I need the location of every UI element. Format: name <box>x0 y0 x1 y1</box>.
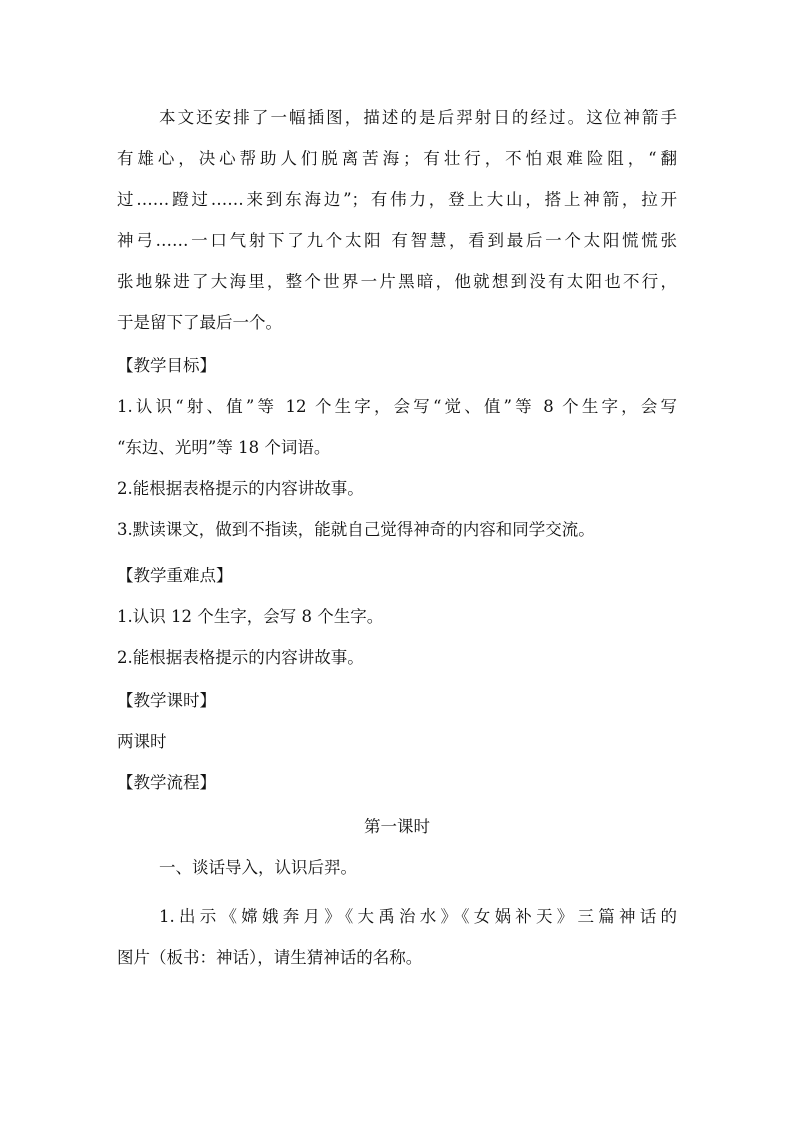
key-points-section <box>117 555 677 678</box>
objective-line: “东边、光明”等 18 个词语。 <box>117 438 331 457</box>
process-step-title: 一、谈话导入，认识后羿。 <box>159 858 357 877</box>
objectives-section <box>117 345 677 550</box>
intro-line: 有雄心，决心帮助人们脱离苦海；有壮行，不怕艰难险阻，“翻 <box>117 149 677 168</box>
intro-line: 过……蹬过……来到东海边”；有伟力，登上大山，搭上神箭，拉开 <box>117 190 677 209</box>
process-section <box>117 762 677 978</box>
process-heading: 【教学流程】 <box>117 773 216 792</box>
key-point-line: 1.认识 12 个生字，会写 8 个生字。 <box>117 607 384 626</box>
periods-heading: 【教学课时】 <box>117 691 216 710</box>
objectives-heading: 【教学目标】 <box>117 356 216 375</box>
periods-section <box>117 680 677 762</box>
process-line: 图片（板书：神话），请生猜神话的名称。 <box>117 948 423 967</box>
intro-line: 张地躲进了大海里，整个世界一片黑暗，他就想到没有太阳也不行， <box>117 272 677 291</box>
periods-value: 两课时 <box>117 732 167 751</box>
intro-paragraph <box>117 97 677 343</box>
intro-line: 本文还安排了一幅插图，描述的是后羿射日的经过。这位神箭手 <box>159 108 677 127</box>
objective-line: 2.能根据表格提示的内容讲故事。 <box>117 479 364 498</box>
objective-line: 1.认识“射、值”等 12 个生字，会写“觉、值”等 8 个生字，会写 <box>117 397 677 416</box>
intro-line: 神弓……一口气射下了九个太阳 有智慧，看到最后一个太阳慌慌张 <box>117 231 677 250</box>
key-points-heading: 【教学重难点】 <box>117 566 233 585</box>
intro-line: 于是留下了最后一个。 <box>117 313 282 332</box>
lesson-subheading: 第一课时 <box>364 817 430 836</box>
key-point-line: 2.能根据表格提示的内容讲故事。 <box>117 648 364 667</box>
process-line: 1.出示《嫦娥奔月》《大禹治水》《女娲补天》三篇神话的 <box>159 907 677 926</box>
objective-line: 3.默读课文，做到不指读，能就自己觉得神奇的内容和同学交流。 <box>117 520 595 539</box>
